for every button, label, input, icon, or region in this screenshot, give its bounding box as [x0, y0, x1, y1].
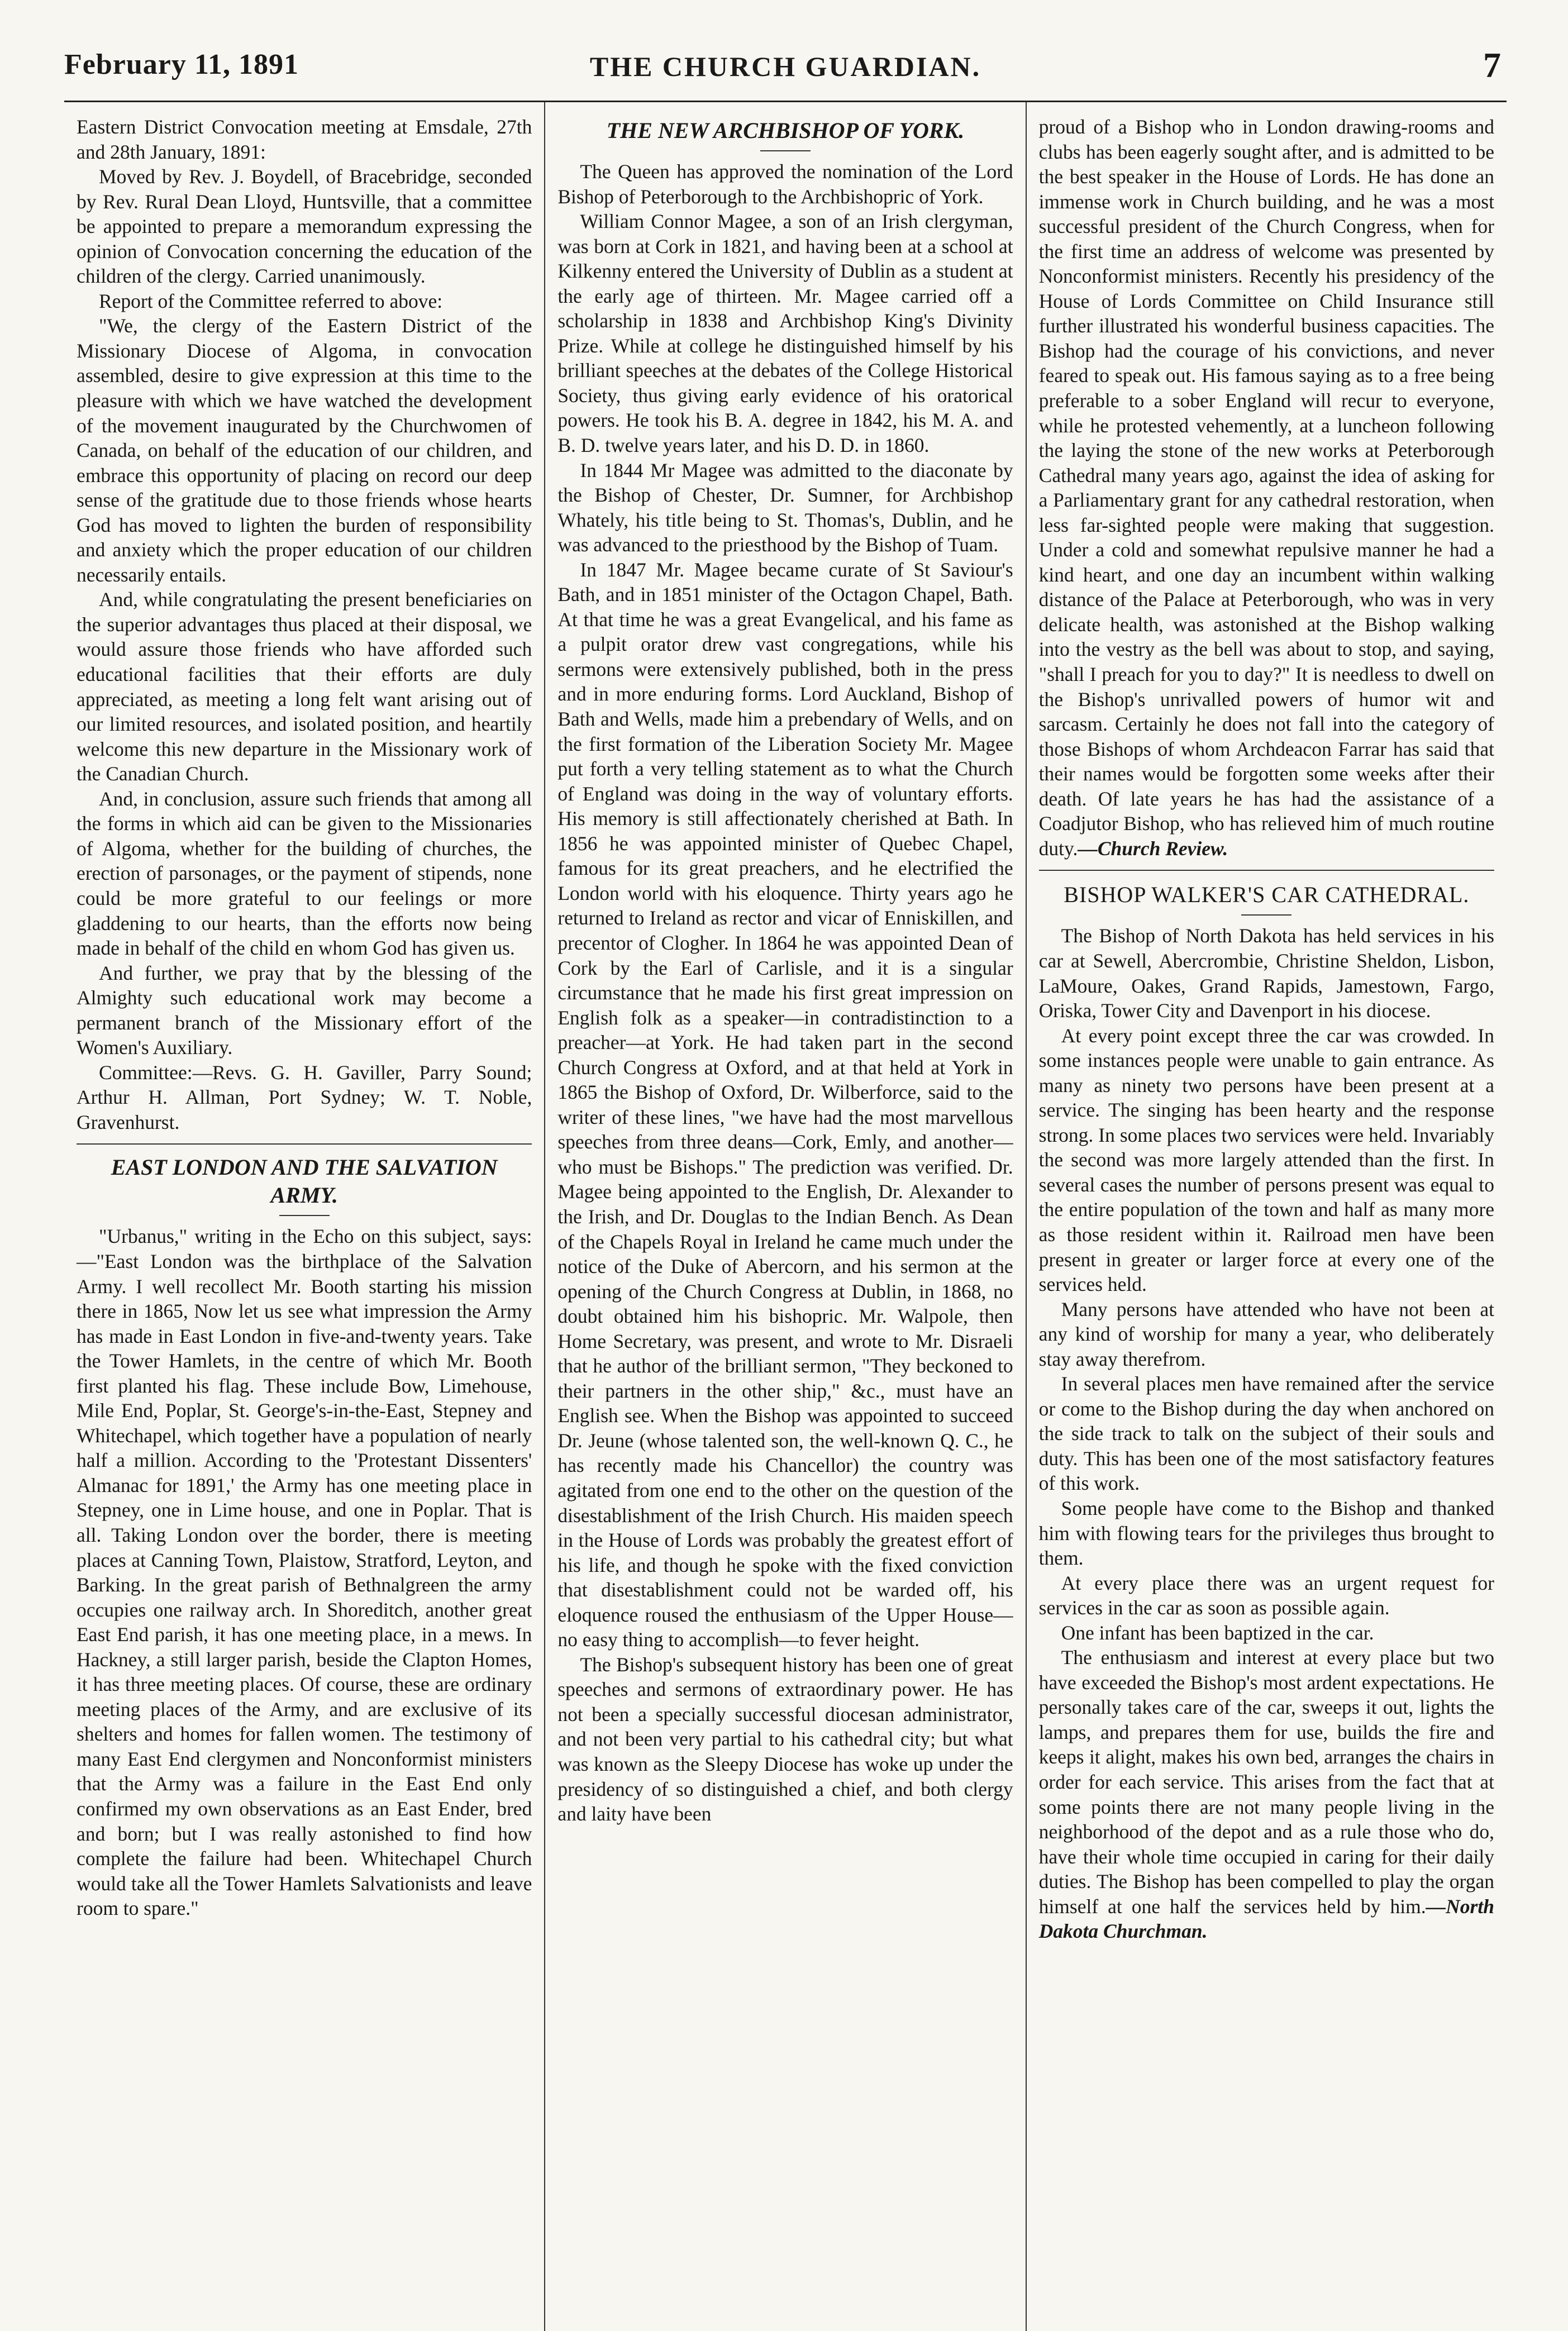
source-attribution: —Church Review.: [1078, 837, 1228, 860]
article-paragraph: In 1847 Mr. Magee became curate of St Saviour's Bath, and in 1851 minister of the Octagon Chapel, Bath. At that time he was a great Evangelical, and his fame as a pulpit orator drew vast congregations, while his sermons were extensively published, both in the press and in more enduring forms. Lord Auckland, Bishop of Bath and Wells, made him a prebendary of Wells, and on the first formation of the Liberation Society Mr. Magee put forth a very telling statement as to what the Church of England was doing in the way of voluntary efforts. His memory is still affectionately cherished at Bath. In 1856 he was appointed minister of Quebec Chapel, famous for its great preachers, and he electrified the London world with his eloquence. Thirty years ago he returned to Ireland as rector and vicar of Enniskillen, and precentor of Clogher. In 1864 he was appointed Dean of Cork by the Earl of Carlisle, and it is a singular circumstance that he made his first great impression on English folk as a speaker—in contradistinction to a preacher—at York. He had taken part in the second Church Congress at Oxford, and at that held at York in 1865 the Bishop of Oxford, Dr. Wilberforce, said to the writer of these lines, "we have had the most marvellous speeches from three deans—Cork, Emly, and another—who must be Bishops." The prediction was verified. Dr. Magee being appointed to the English, Dr. Alexander to the Irish, and Dr. Douglas to the Indian Bench. As Dean of the Chapels Royal in Ireland he came much under the notice of the Duke of Abercorn, and his sermon at the opening of the Church Congress at Dublin, in 1868, no doubt obtained him his bishopric. Mr. Walpole, then Home Secretary, was present, and wrote to Mr. Disraeli that he author of the brilliant sermon, "They beckoned to their partners in the other ship," &c., must have an English see. When the Bishop was appointed to succeed Dr. Jeune (whose talented son, the well-known Q. C., he has recently made his Chancellor) the country was agitated from one end to the other on the question of the disestablishment of the Irish Church. His maiden speech in the House of Lords was probably the greatest effort of his life, and though he spoke with the fixed conviction that disestablishment could not be warded off, his eloquence roused the enthusiasm of the Upper House—no easy thing to accomplish—to fever height.: [557, 558, 1013, 1651]
article-paragraph: Moved by Rev. J. Boydell, of Bracebridge, seconded by Rev. Rural Dean Lloyd, Huntsville, that a committee be appointed to prepare a memorandum expressing the opinion of Convocation concerning the education of the children of the clergy. Carried unanimously.: [77, 165, 532, 288]
columns: [64, 102, 1507, 2331]
section-divider: [77, 1143, 532, 1145]
article-heading: EAST LONDON AND THE SALVATION ARMY.: [111, 1155, 498, 1208]
article-paragraph: Many persons have attended who have not been at any kind of worship for many a year, who deliberately stay away therefrom.: [1038, 1298, 1494, 1370]
article-paragraph: In 1844 Mr Magee was admitted to the diaconate by the Bishop of Chester, Dr. Sumner, for Archbishop Whately, his title being to St. Thomas's, Dublin, and he was advanced to the priesthood by the Bishop of Tuam.: [557, 459, 1013, 556]
source-attribution: —North Dakota Churchman.: [1038, 1895, 1494, 1943]
article-paragraph: At every place there was an urgent request for services in the car as soon as possible again.: [1038, 1571, 1494, 1619]
article-paragraph: And further, we pray that by the blessing of the Almighty such educational work may become a permanent branch of the Missionary effort of the Women's Auxiliary.: [77, 961, 532, 1059]
article-paragraph: The Queen has approved the nomination of the Lord Bishop of Peterborough to the Archbishopric of York.: [557, 160, 1013, 208]
issue-date: February 11, 1891: [64, 49, 299, 80]
article-paragraph: One infant has been baptized in the car.: [1061, 1621, 1374, 1644]
article-paragraph: The Bishop's subsequent history has been one of great speeches and sermons of extraordinary power. He has not been a specially successful diocesan administrator, and not been very partial to his cathedral city; but what was known as the Sleepy Diocese has woke up under the presidency of so distinguished a chief, and both clergy and laity have been: [557, 1653, 1013, 1825]
article-paragraph: [1039, 115, 1494, 861]
article-paragraph: Report of the Committee referred to above:: [99, 289, 443, 312]
article-paragraph: "Urbanus," writing in the Echo on this subject, says:—"East London was the birthplace of the Salvation Army. I well recollect Mr. Booth starting his mission there in 1865, Now let us see what impression the Army has made in East London in five-and-twenty years. Take the Tower Hamlets, in the centre of which Mr. Booth first planted his flag. These include Bow, Limehouse, Mile End, Poplar, St. George's-in-the-East, Stepney and Whitechapel, which together have a population of nearly half a million. According to the 'Protestant Dissenters' Almanac for 1891,' the Army has one meeting place in Stepney, one in Lime house, and one in Poplar. That is all. Taking London over the border, there is meeting places at Canning Town, Plaistow, Stratford, Leyton, and Barking. In the great parish of Bethnalgreen the army occupies one railway arch. In Shoreditch, another great East End parish, it has one meeting place, in a mews. In Hackney, a still larger parish, beside the Clapton Homes, it has three meeting places. Of course, these are ordinary meeting places of the Army, and are exclusive of its shelters and homes for fallen women. The testimony of many East End clergymen and Nonconformist ministers that the Army was a failure in the East End only confirmed my own observations as an East Ender, bred and born; but I was really astonished to find how complete the failure had been. Whitechapel Church would take all the Tower Hamlets Salvationists and leave room to spare.": [77, 1225, 532, 1920]
heading-rule: [1241, 914, 1291, 916]
column-1: [64, 102, 544, 2331]
article-paragraph: In several places men have remained after the service or come to the Bishop during the day when anchored on the side track to talk on the subject of their souls and duty. This has been one of the most satisfactory features of this work.: [1038, 1372, 1494, 1495]
column-2: [544, 102, 1025, 2331]
article-paragraph: Some people have come to the Bishop and thanked him with flowing tears for the privileges thus brought to them.: [1038, 1496, 1494, 1570]
article-heading: BISHOP WALKER'S CAR CATHEDRAL.: [1064, 882, 1470, 908]
heading-rule: [279, 1215, 330, 1216]
article-paragraph: William Connor Magee, a son of an Irish clergyman, was born at Cork in 1821, and having been at a school at Kilkenny entered the University of Dublin as a student at the early age of thirteen. Mr. Magee carried off a scholarship in 1838 and Archbishop King's Divinity Prize. While at college he distinguished himself by his brilliant speeches at the debates of the College Historical Society, thus giving early evidence of his oratorical powers. He took his B. A. degree in 1842, his M. A. and B. D. twelve years later, and his D. D. in 1860.: [557, 210, 1013, 457]
section-divider: [1039, 870, 1494, 871]
column-3: [1026, 102, 1507, 2331]
newspaper-title: THE CHURCH GUARDIAN.: [589, 51, 981, 82]
paragraph-text: The enthusiasm and interest at every place but two have exceeded the Bishop's most ardent expectations. He personally takes care of the car, sweeps it out, lights the lamps, and prepares them for use, builds the fire and keeps it alight, makes his own bed, arranges the chairs in order for each service. This arises from the fact that at some points there are not many people living in the neighborhood of the depot and as a rule those who do, have their whole time occupied in caring for their daily duties. The Bishop has been compelled to play the organ himself at one half the services held by him.: [1038, 1646, 1494, 1918]
article-paragraph: [1039, 1645, 1494, 1944]
article-paragraph: Eastern District Convocation meeting at Emsdale, 27th and 28th January, 1891:: [77, 116, 532, 163]
page-number: 7: [1483, 45, 1501, 85]
article-paragraph: And, while congratulating the present beneficiaries on the superior advantages thus placed at their disposal, we would assure those friends who have afforded such educational facilities that their efforts are duly appreciated, as meeting a long felt want arising out of our limited resources, and isolated position, and heartily welcome this new departure in the Missionary work of the Canadian Church.: [77, 588, 532, 785]
article-paragraph: The Bishop of North Dakota has held services in his car at Sewell, Abercrombie, Christine Sheldon, Lisbon, LaMoure, Oakes, Grand Rapids, Jamestown, Fargo, Oriska, Tower City and Davenport in his diocese.: [1038, 924, 1494, 1022]
article-paragraph: And, in conclusion, assure such friends that among all the forms in which aid can be given to the Missionaries of Algoma, whether for the building of churches, the erection of parsonages, or the payment of stipends, none could be more grateful to our feelings or more gladdening to our hearts, than the efforts now being made in behalf of the child en whom God has given us.: [77, 787, 532, 960]
article-paragraph: At every point except three the car was crowded. In some instances people were unable to gain entrance. As many as ninety two persons have been present at a service. The singing has been hearty and the response strong. In some places two services were held. Invariably the second was more largely attended than the first. In several cases the number of persons present was equal to the entire population of the town and half as many more as those resident within it. Railroad men have been present in greater or larger force at every one of the services held.: [1038, 1024, 1494, 1296]
paragraph-text: proud of a Bishop who in London drawing-rooms and clubs has been eagerly sought after, and is admitted to be the best speaker in the House of Lords. He has done an immense work in Church building, and he was a most successful president of the Church Congress, when for the first time an address of welcome was presented by Nonconformist ministers. Recently his presidency of the House of Lords Committee on Child Insurance still further illustrated his wonderful business capacities. The Bishop had the courage of his convictions, and never feared to speak out. His famous saying as to a free being preferable to a sober England will recur to everyone, while he protested vehemently, at a luncheon following the laying the stone of the new works at Peterborough Cathedral many years ago, against the idea of asking for a Parliamentary grant for any cathedral restoration, when less far-sighted people were making that suggestion. Under a cold and somewhat repulsive manner he had a kind heart, and one day an incumbent within walking distance of the Palace at Peterborough, who was in very delicate health, was astonished at the Bishop walking into the vestry as the bell was about to stop, and saying, "shall I preach for you to day?" It is needless to dwell on the Bishop's unrivalled powers of humor wit and sarcasm. Certainly he does not fall into the category of those Bishops of whom Archdeacon Farrar has said that their names would be forgotten some weeks after their death. Of late years he has had the assistance of a Coadjutor Bishop, who has relieved him of much routine duty.: [1038, 116, 1494, 860]
article-paragraph: Committee:—Revs. G. H. Gaviller, Parry Sound; Arthur H. Allman, Port Sydney; W. T. Noble, Gravenhurst.: [77, 1061, 532, 1133]
heading-rule: [760, 150, 811, 151]
article-paragraph: "We, the clergy of the Eastern District of the Missionary Diocese of Algoma, in convocation assembled, desire to give expression at this time to the pleasure with which we have watched the development of the movement inaugurated by the Churchwomen of Canada, on behalf of the education of our children, and embrace this opportunity of placing on record our deep sense of the gratitude due to those friends whose hearts God has moved to lighten the burden of responsibility and anxiety which the proper education of our children necessarily entails.: [77, 314, 532, 586]
article-heading: THE NEW ARCHBISHOP OF YORK.: [606, 118, 965, 143]
masthead: [64, 45, 1507, 102]
